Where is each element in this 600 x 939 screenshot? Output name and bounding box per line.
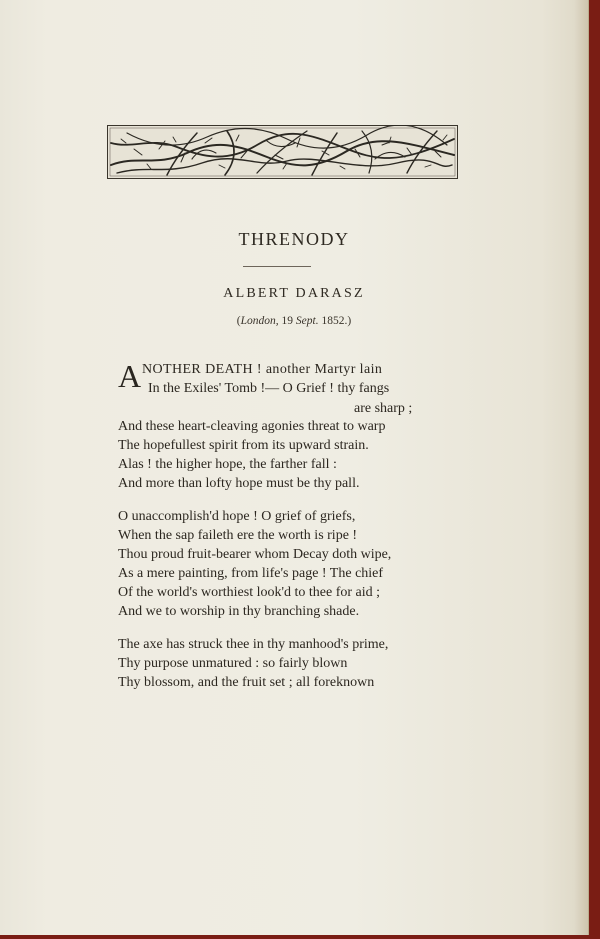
poem-line: And more than lofty hope must be thy pall. [118, 476, 360, 491]
poem-line: And these heart-cleaving agonies threat to warp [118, 419, 386, 434]
poem-line: As a mere painting, from life's page ! The chief [118, 566, 384, 581]
poem-line: NOTHER DEATH ! another Martyr lain [142, 362, 383, 377]
dateline-month: Sept. [295, 315, 319, 327]
poem-line: are sharp ; [354, 401, 413, 416]
poem-line: Thou proud fruit-bearer whom Decay doth wipe, [118, 547, 392, 562]
dateline-place: London, [240, 315, 279, 327]
dateline-day: 19 [278, 315, 296, 327]
poem-subtitle: ALBERT DARASZ [223, 286, 365, 301]
poem-line: Thy purpose unmatured : so fairly blown [118, 656, 348, 671]
title-divider [243, 266, 311, 267]
poem-line: And we to worship in thy branching shade. [118, 604, 360, 619]
page-edge-shadow [574, 0, 588, 935]
thorny-branches-ornament-icon [107, 125, 458, 179]
poem-line: When the sap faileth ere the worth is ripe ! [118, 528, 358, 543]
drop-cap: A [118, 358, 142, 394]
poem-line: Thy blossom, and the fruit set ; all foreknown [118, 675, 375, 690]
poem-line: Alas ! the higher hope, the farther fall : [118, 457, 337, 472]
poem-line: The hopefullest spirit from its upward strain. [118, 438, 369, 453]
poem-dateline [0, 315, 588, 327]
poem-line: Of the world's worthiest look'd to thee for aid ; [118, 585, 381, 600]
poem-line: O unaccomplish'd hope ! O grief of griefs, [118, 509, 356, 524]
poem-title: THRENODY [238, 229, 350, 249]
poem-line: The axe has struck thee in thy manhood's prime, [118, 637, 389, 652]
poem-line: In the Exiles' Tomb !— O Grief ! thy fangs [148, 381, 390, 396]
dateline-year: 1852.) [318, 315, 352, 327]
dateline-open: ( [236, 315, 241, 327]
